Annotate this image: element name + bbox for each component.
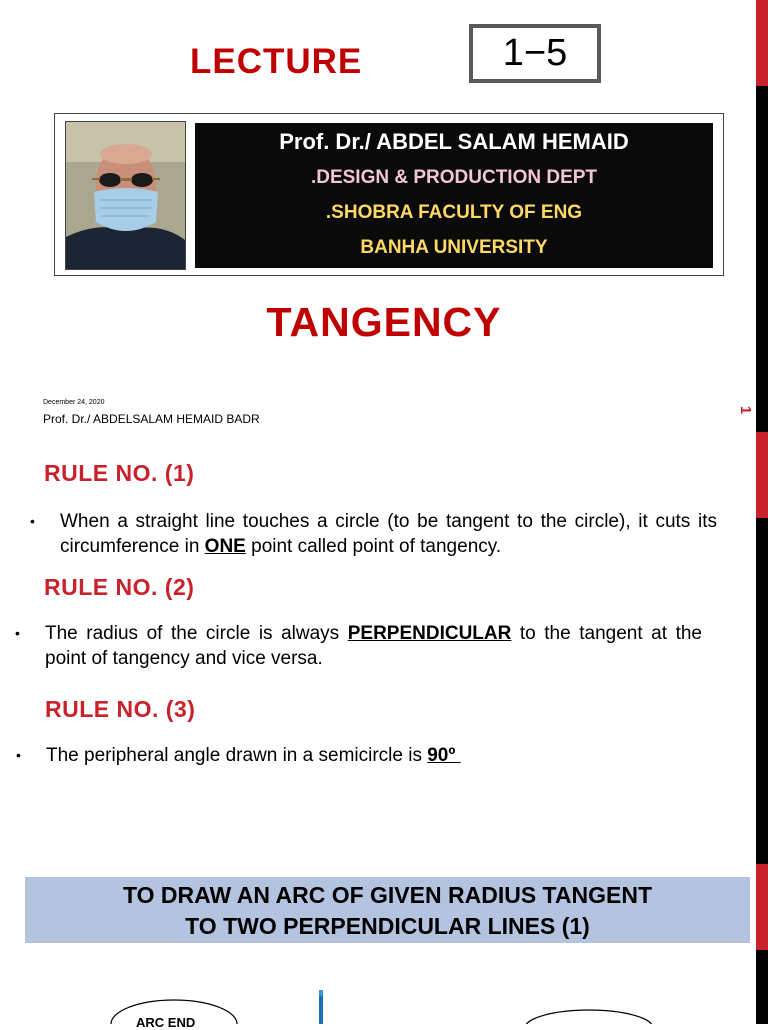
profile-info-panel xyxy=(195,123,713,268)
rule-1-text xyxy=(30,509,717,559)
bullet-marker: • xyxy=(16,747,21,763)
lecture-label: LECTURE xyxy=(190,42,363,81)
slide-title: TANGENCY xyxy=(266,299,502,345)
rule-3-text-part: The peripheral angle drawn in a semicircle is xyxy=(46,745,428,766)
edge-stripe-red xyxy=(756,864,768,950)
rule-1-text-part: point called point of tangency. xyxy=(245,536,502,557)
callout-ellipse xyxy=(525,1010,653,1024)
edge-stripe-black xyxy=(756,86,768,432)
rule-1-heading: RULE NO. (1) xyxy=(44,460,195,486)
banner-line-1: TO DRAW AN ARC OF GIVEN RADIUS TANGENT xyxy=(123,882,652,908)
rule-1-text-part: When a straight line touches a circle (to be tangent to the circle), it cuts its circumference in xyxy=(60,511,717,557)
professor-name: Prof. Dr./ ABDEL SALAM HEMAID xyxy=(279,129,629,154)
slide-date: December 24, 2020 xyxy=(43,399,105,406)
university: BANHA UNIVERSITY xyxy=(360,237,548,258)
professor-portrait-image xyxy=(66,122,185,269)
lecture-number-box xyxy=(469,24,601,83)
rule-2-emphasis: PERPENDICULAR xyxy=(347,623,512,644)
rule-3-heading: RULE NO. (3) xyxy=(45,696,196,722)
section-banner xyxy=(25,877,750,943)
rule-1-emphasis: ONE xyxy=(204,536,246,557)
edge-stripe-black xyxy=(756,950,768,1024)
rule-2-heading: RULE NO. (2) xyxy=(44,574,195,600)
faculty: .SHOBRA FACULTY OF ENG xyxy=(325,202,583,223)
bullet-marker: • xyxy=(30,513,35,529)
rule-2-text-part: The radius of the circle is always xyxy=(45,623,348,644)
profile-photo xyxy=(65,121,186,270)
vertical-line-tip xyxy=(319,990,323,996)
slide-number: 1 xyxy=(737,405,754,415)
banner-line-2: TO TWO PERPENDICULAR LINES (1) xyxy=(185,913,590,939)
rule-2-text xyxy=(15,621,702,671)
edge-stripe-red xyxy=(756,0,768,86)
edge-stripe-red xyxy=(756,432,768,518)
bullet-marker: • xyxy=(15,625,20,641)
rule-2-text-part: to the tangent at the point of tangency and vice versa. xyxy=(45,623,702,669)
rule-3-text xyxy=(16,743,703,768)
arc-end-label: ARC END xyxy=(136,1015,196,1030)
edge-stripe-black xyxy=(756,518,768,864)
tangency-diagram xyxy=(0,980,756,1024)
department: .DESIGN & PRODUCTION DEPT xyxy=(310,167,598,188)
slide-author: Prof. Dr./ ABDELSALAM HEMAID BADR xyxy=(43,412,260,426)
rule-3-emphasis: 90º xyxy=(427,745,461,766)
lecture-number: 1−5 xyxy=(502,32,568,74)
